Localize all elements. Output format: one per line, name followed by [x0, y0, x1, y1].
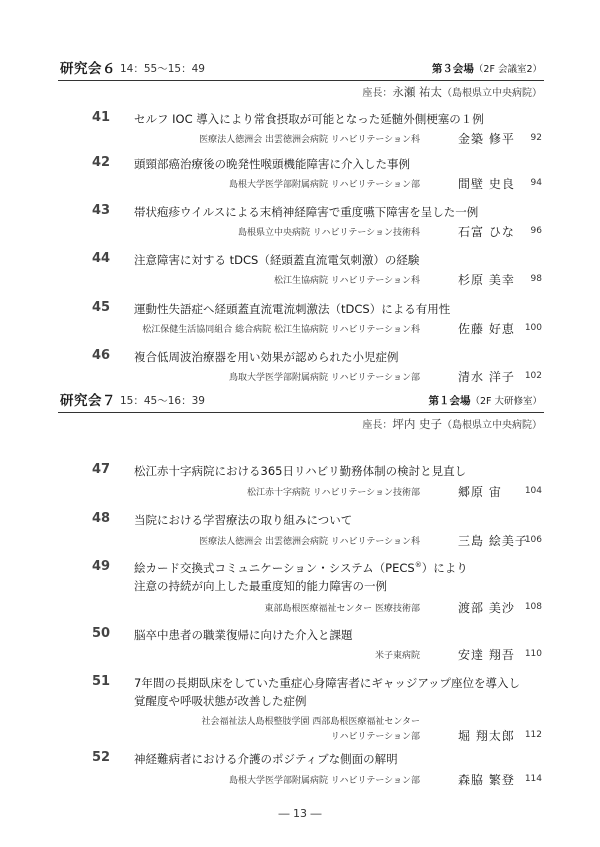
entry-author: 杉原 美幸: [458, 273, 515, 287]
entry-number: 46: [92, 348, 111, 363]
entry-author: 佐藤 好恵: [458, 322, 515, 336]
entry-title: 帯状疱疹ウイルスによる末梢神経障害で重度嚥下障害を呈した一例: [134, 205, 479, 219]
entry-page: 94: [530, 178, 542, 188]
entry-affiliation-line2: リハビリテーション部: [330, 732, 420, 742]
entry-page: 106: [524, 535, 542, 545]
entry-affiliation: 東部島根医療福祉センター 医療技術部: [264, 604, 420, 614]
entry-number: 52: [92, 750, 111, 765]
session-title: 研究会６: [60, 61, 116, 77]
entry-number: 44: [92, 251, 111, 266]
entry-affiliation: 米子東病院: [374, 651, 420, 661]
session-venue: 第３会場（2F 会議室2）: [431, 63, 542, 75]
entry-page: 92: [530, 133, 542, 143]
entry-number: 43: [92, 203, 111, 218]
entry-page: 108: [524, 602, 542, 612]
entry-number: 48: [92, 511, 111, 526]
entry-author: 森脇 繁登: [458, 773, 515, 787]
session-6: [58, 56, 544, 384]
session-header: [58, 56, 544, 81]
entry-number: 41: [92, 110, 111, 125]
entry-affiliation: 社会福祉法人島根整肢学園 西部島根医療福祉センター: [201, 717, 420, 727]
entry-title: 絵カード交換式コミュニケーション・システム（PECS®）により: [134, 561, 468, 575]
entry-page: 102: [524, 371, 542, 381]
entry-affiliation: 鳥取大学医学部附属病院 リハビリテーション部: [228, 373, 420, 383]
page-number: ― 13 ―: [278, 807, 322, 820]
entry-title: 頭頸部癌治療後の晩発性喉頭機能障害に介入した事例: [134, 157, 410, 171]
session-time: 14：55～15：49: [120, 63, 205, 75]
entry-title-line2: 注意の持続が向上した最重度知的能力障害の一例: [134, 579, 387, 593]
entry-page: 104: [524, 486, 542, 496]
session-header: [58, 388, 544, 413]
entry-number: 51: [92, 674, 111, 689]
entry-page: 112: [524, 730, 542, 740]
chair-name: 坪内 史子: [392, 417, 442, 431]
session-title: 研究会７: [60, 393, 116, 409]
entry-author: 渡部 美沙: [458, 601, 515, 615]
entry-title: 7年間の長期臥床をしていた重症心身障害者にギャッジアップ座位を導入し: [134, 676, 521, 690]
entry-affiliation: 島根大学医学部附属病院 リハビリテーション部: [228, 776, 420, 786]
entry-number: 49: [92, 559, 111, 574]
session-time: 15：45～16：39: [120, 395, 205, 407]
entry-author: 三島 絵美子: [458, 534, 528, 548]
chair-line: 座長：永瀬 祐太（島根県立中央病院）: [362, 85, 542, 99]
entry-affiliation: 医療法人徳洲会 出雲徳洲会病院 リハビリテーション科: [199, 537, 420, 547]
entry-title: 運動性失語症へ経頭蓋直流電流刺激法（tDCS）による有用性: [134, 302, 451, 316]
entry-title: 松江赤十字病院における365日リハビリ勤務体制の検討と見直し: [134, 464, 467, 478]
entry-title-line2: 覚醒度や呼吸状態が改善した症例: [134, 694, 307, 708]
chair-line: 座長：坪内 史子（島根県立中央病院）: [362, 417, 542, 431]
entry-affiliation: 松江赤十字病院 リハビリテーション技術部: [246, 488, 420, 498]
entry-page: 100: [524, 323, 542, 333]
entry-author: 金築 修平: [458, 132, 515, 146]
chair-name: 永瀬 祐太: [392, 85, 442, 99]
entry-number: 47: [92, 462, 111, 477]
entry-affiliation: 医療法人徳洲会 出雲徳洲会病院 リハビリテーション科: [199, 135, 420, 145]
entry-title: 神経難病者における介護のポジティブな側面の解明: [134, 752, 398, 766]
entry-page: 114: [524, 774, 542, 784]
entry-author: 清水 洋子: [458, 370, 515, 384]
entry-title: 当院における学習療法の取り組みについて: [134, 513, 353, 527]
entry-title: セルフ IOC 導入により常食摂取が可能となった延髄外側梗塞の１例: [134, 112, 484, 126]
entry-author: 間壁 史良: [458, 177, 515, 191]
session-7: [58, 388, 544, 787]
entry-number: 50: [92, 626, 111, 641]
entry-page: 110: [524, 649, 542, 659]
entry-title: 注意障害に対する tDCS（経頭蓋直流電気刺激）の経験: [134, 253, 420, 267]
entry-author: 安達 翔吾: [458, 648, 515, 662]
entry-affiliation: 島根県立中央病院 リハビリテーション技術科: [237, 228, 420, 238]
session-venue: 第１会場（2F 大研修室）: [428, 395, 542, 407]
entry-affiliation: 島根大学医学部附属病院 リハビリテーション部: [228, 180, 420, 190]
entry-title: 脳卒中患者の職業復帰に向けた介入と課題: [134, 628, 353, 642]
entry-number: 42: [92, 155, 111, 170]
entry-number: 45: [92, 300, 111, 315]
entry-affiliation: 松江保健生活協同組合 総合病院 松江生協病院 リハビリテーション科: [142, 325, 420, 335]
entry-author: 石富 ひな: [458, 225, 515, 239]
entry-author: 堀 翔太郎: [458, 729, 515, 743]
entry-title: 複合低周波治療器を用い効果が認められた小児症例: [134, 350, 399, 364]
entry-page: 98: [530, 274, 542, 284]
entry-page: 96: [530, 226, 542, 236]
entry-author: 郷原 宙: [458, 485, 502, 499]
entry-affiliation: 松江生協病院 リハビリテーション科: [273, 276, 420, 286]
